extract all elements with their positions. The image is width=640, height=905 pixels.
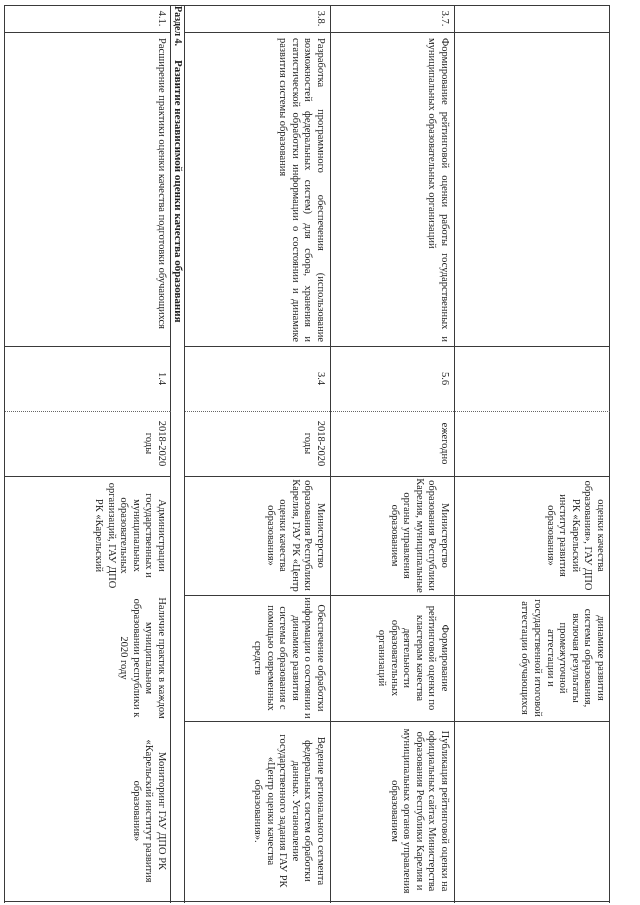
table-border-bottom bbox=[4, 5, 5, 903]
form-cell: Публикация рейтинговой оценки на официальных сайтах Министерства образования Республики Карелия и муниципальных органов управления образованием bbox=[388, 728, 450, 894]
column-divider bbox=[5, 476, 171, 477]
responsible-cell: Администрации государственных и муниципальных образовательных организаций, ГАУ ДПО РК «Карельский bbox=[93, 482, 167, 589]
period-cell: 2018-2020 годы bbox=[302, 420, 326, 467]
responsible-cell: оценки качества образования», ГАУ ДПО РК «Карельский институт развития образования» bbox=[544, 480, 606, 591]
column-divider bbox=[185, 32, 610, 33]
column-divider bbox=[5, 32, 171, 33]
responsible-cell: Министерство образования Республики Карелия, ГАУ РК «Центр оценки качества образования» bbox=[264, 479, 326, 592]
form-cell: Мониторинг ГАУ ДПО РК «Карельский институт развития образования» bbox=[130, 739, 167, 883]
period-cell: 2018-2020 годы bbox=[143, 420, 167, 467]
row-number: 3.8. bbox=[315, 10, 326, 27]
column-divider bbox=[5, 411, 171, 412]
indicator-number: 5.6 bbox=[439, 371, 450, 386]
result-cell: Формирование рейтинговой оценки по кластерам качества деятельности образовательных организаций bbox=[376, 605, 450, 711]
period-cell: ежегодно bbox=[439, 422, 450, 465]
section-label: Раздел 4. bbox=[172, 6, 183, 47]
indicator-number: 1.4 bbox=[156, 371, 167, 386]
table-border-right bbox=[5, 901, 610, 902]
row-divider bbox=[454, 5, 455, 903]
column-divider bbox=[5, 346, 171, 347]
column-divider bbox=[185, 595, 610, 596]
measure-title: Расширение практики оценки качества подготовки обучающихся bbox=[156, 38, 167, 330]
result-cell: Наличие практик в каждом муниципальном образовании республики к 2020 году bbox=[118, 597, 167, 719]
section-title: Развитие независимой оценки качества образования bbox=[172, 60, 184, 323]
row-number: 3.7. bbox=[439, 10, 450, 27]
result-cell: динамике развития системы образования, включая результаты промежуточной аттестации и государственной итоговой аттестации обучающихся bbox=[519, 599, 606, 717]
column-divider bbox=[185, 411, 610, 412]
responsible-cell: Министерство образования Республики Карелия, муниципальные органы управления образованием bbox=[388, 478, 450, 593]
column-divider bbox=[185, 476, 610, 477]
row-divider bbox=[184, 5, 185, 903]
column-divider bbox=[185, 721, 610, 722]
table-border-top bbox=[609, 5, 610, 903]
row-number: 4.1. bbox=[156, 10, 167, 27]
form-cell: Ведение регионального сегмента федеральных систем обработки данных. Установление государственного задания ГАУ РК «Центр оценки качества образования». bbox=[252, 734, 326, 888]
measure-title: Формирование рейтинговой оценки работы государственных и муниципальных образовательных организаций bbox=[426, 38, 450, 342]
row-divider bbox=[330, 5, 331, 903]
result-cell: Обеспечение обработки информации о состоянии и динамике развития системы образования с помощью современных средств bbox=[252, 597, 326, 719]
measure-title: Разработка программного обеспечения (использование возможностей федеральных систем) для сбора, хранения и статистической обработки информации о состоянии и динамике развития системы образования bbox=[277, 38, 326, 342]
column-divider bbox=[185, 346, 610, 347]
indicator-number: 3.4 bbox=[315, 371, 326, 386]
